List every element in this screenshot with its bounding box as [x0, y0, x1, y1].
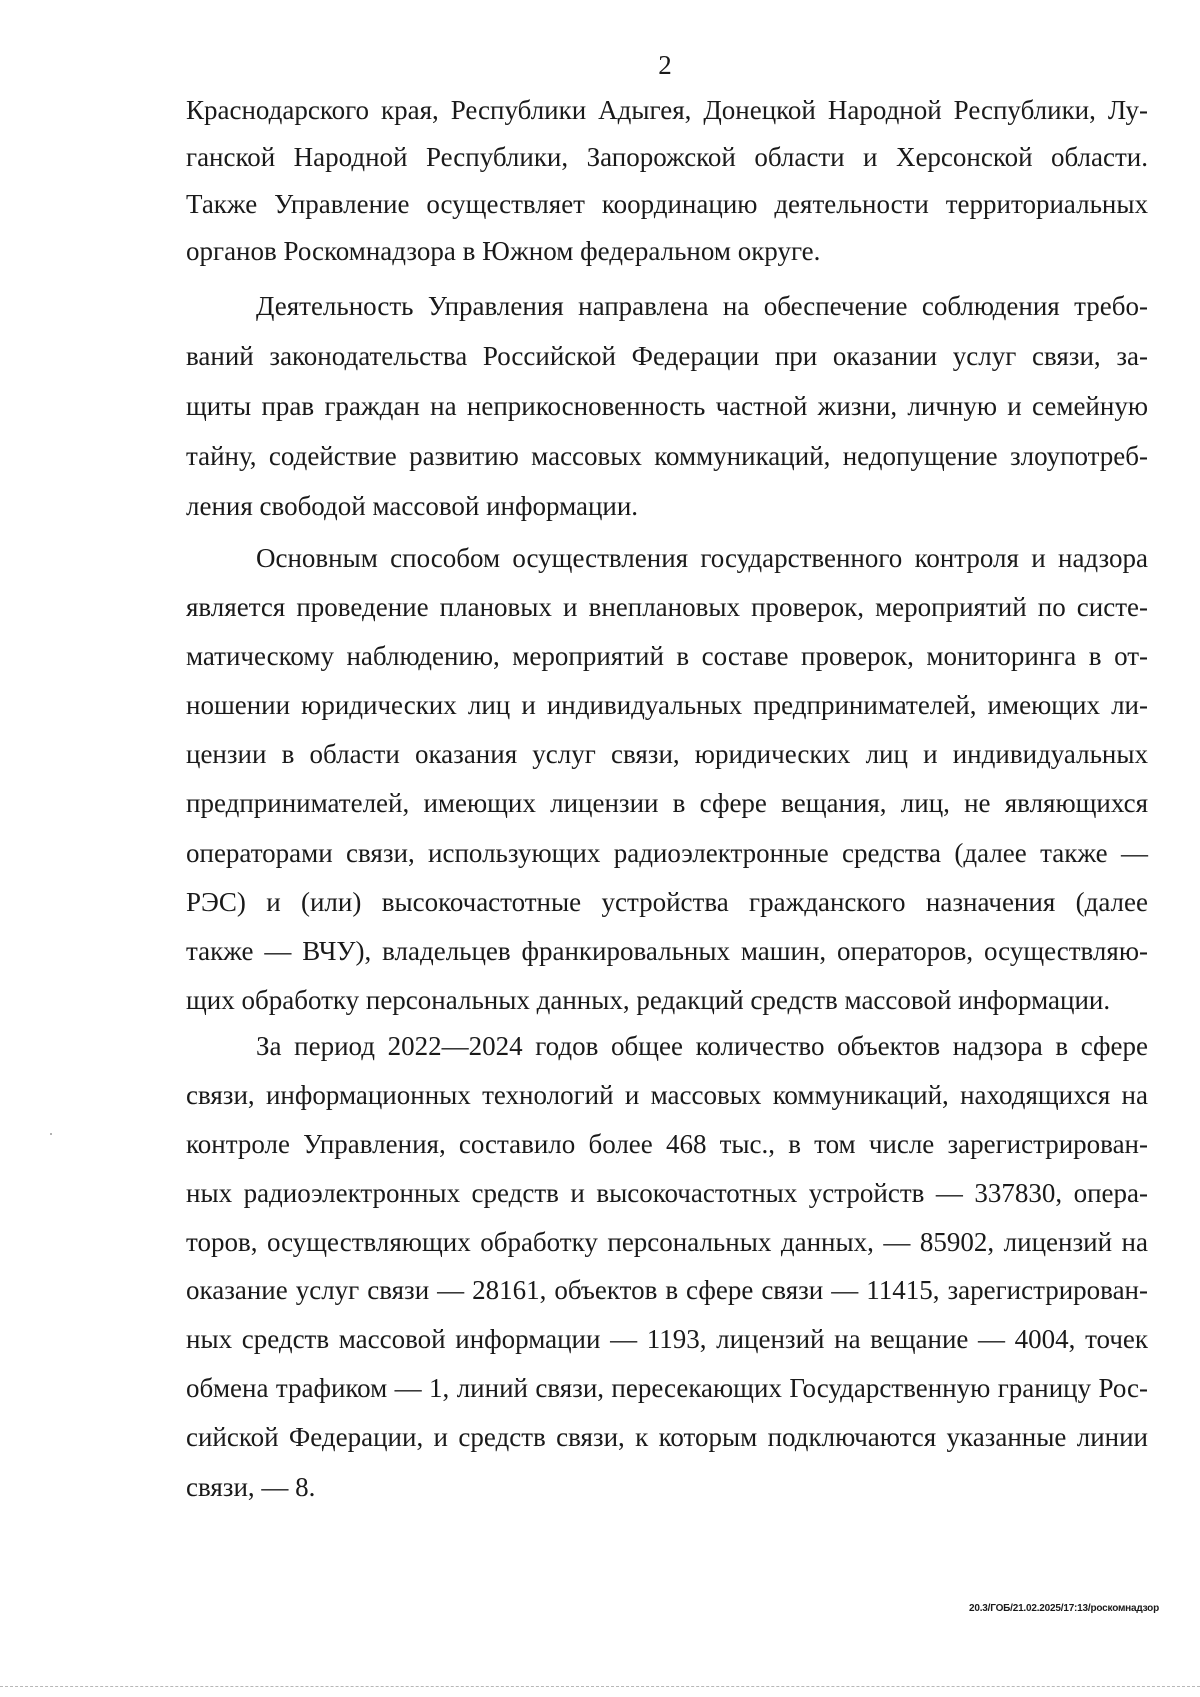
text-line: оказание услуг связи — 28161, объектов в сфере связи — 11415, зарегистрирован-: [186, 1275, 1148, 1305]
text-line: ных радиоэлектронных средств и высокочастотных устройств — 337830, опера-: [186, 1178, 1148, 1208]
page-number: 2: [658, 50, 672, 80]
scan-speck: [50, 1133, 52, 1135]
text-line: За период 2022—2024 годов общее количество объектов надзора в сфере: [256, 1031, 1148, 1061]
text-line: Основным способом осуществления государственного контроля и надзора: [256, 543, 1148, 573]
text-line: цензии в области оказания услуг связи, юридических лиц и индивидуальных: [186, 739, 1148, 769]
text-line: ганской Народной Республики, Запорожской области и Херсонской области.: [186, 142, 1148, 172]
text-line: контроле Управления, составило более 468 тыс., в том числе зарегистрирован-: [186, 1129, 1148, 1159]
text-line: матическому наблюдению, мероприятий в составе проверок, мониторинга в от-: [186, 641, 1148, 671]
text-line: щих обработку персональных данных, редакций средств массовой информации.: [186, 985, 1111, 1015]
scan-edge-line: [0, 1686, 1200, 1687]
text-line: Также Управление осуществляет координацию деятельности территориальных: [186, 189, 1148, 219]
text-line: торов, осуществляющих обработку персональных данных, — 85902, лицензий на: [186, 1227, 1148, 1257]
text-line: ных средств массовой информации — 1193, лицензий на вещание — 4004, точек: [186, 1324, 1148, 1354]
text-line: органов Роскомнадзора в Южном федеральном округе.: [186, 236, 821, 266]
text-line: ваний законодательства Российской Федерации при оказании услуг связи, за-: [186, 341, 1148, 371]
text-line: Краснодарского края, Республики Адыгея, Донецкой Народной Республики, Лу-: [186, 95, 1148, 125]
text-line: Деятельность Управления направлена на обеспечение соблюдения требо-: [256, 291, 1148, 321]
text-line: тайну, содействие развитию массовых коммуникаций, недопущение злоупотреб-: [186, 441, 1148, 471]
text-line: связи, — 8.: [186, 1472, 316, 1502]
text-line: РЭС) и (или) высокочастотные устройства гражданского назначения (далее: [186, 887, 1148, 917]
text-line: сийской Федерации, и средств связи, к которым подключаются указанные линии: [186, 1422, 1148, 1452]
text-line: щиты прав граждан на неприкосновенность частной жизни, личную и семейную: [186, 391, 1148, 421]
text-line: ления свободой массовой информации.: [186, 491, 639, 521]
text-line: обмена трафиком — 1, линий связи, пересекающих Государственную границу Рос-: [186, 1373, 1148, 1403]
text-line: также — ВЧУ), владельцев франкировальных машин, операторов, осуществляю-: [186, 936, 1148, 966]
text-line: является проведение плановых и внеплановых проверок, мероприятий по систе-: [186, 592, 1148, 622]
text-line: связи, информационных технологий и массовых коммуникаций, находящихся на: [186, 1080, 1148, 1110]
text-line: операторами связи, использующих радиоэлектронные средства (далее также —: [186, 838, 1148, 868]
footer-stamp: 20.3/ГОБ/21.02.2025/17:13/роскомнадзор: [968, 1603, 1159, 1614]
text-line: ношении юридических лиц и индивидуальных предпринимателей, имеющих ли-: [186, 690, 1148, 720]
text-line: предпринимателей, имеющих лицензии в сфере вещания, лиц, не являющихся: [186, 788, 1148, 818]
